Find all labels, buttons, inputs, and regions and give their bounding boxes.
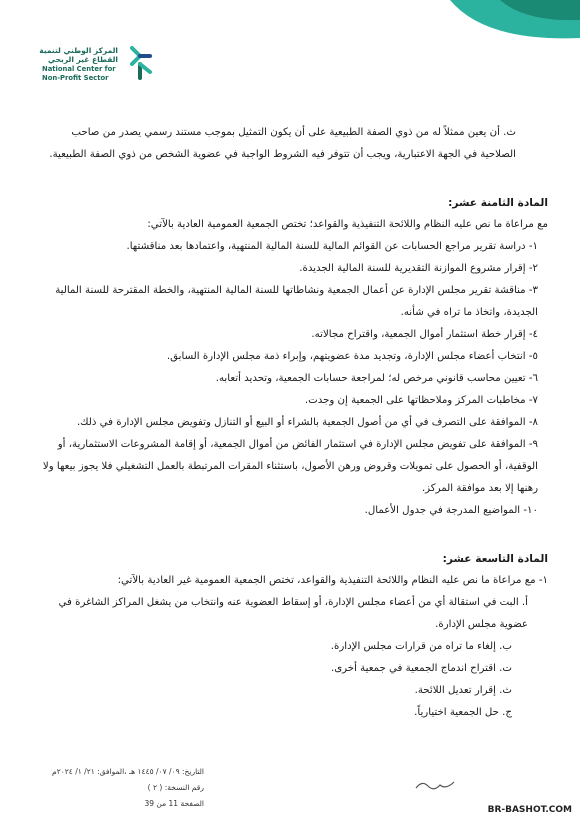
list-item: ١- دراسة تقرير مراجع الحسابات عن القوائم المالية للسنة المالية المنتهية، واعتمادها بعد مناقشتها.: [126, 241, 538, 252]
list-item: ٢- إقرار مشروع الموازنة التقديرية للسنة المالية الجديدة.: [299, 263, 538, 274]
logo-arabic-line1: المركز الوطني لتنمية: [39, 46, 118, 55]
document-body: [36, 122, 548, 724]
article-18-heading: المادة الثامنة عشر:: [448, 197, 548, 209]
list-item: ٩- الموافقة على تفويض مجلس الإدارة في استثمار الفائض من أموال الجمعية، أو إقامة المشروعات الاستثمارية، أو الوقفية، أو الحصول على تمويلات وقروض ورهن الأصول، باستثناء المقرات المرتبطة بالعمل التشغيلي فلا يجوز بيعها ولا رهنها إلا بعد موافقة المركز.: [42, 439, 538, 494]
list-item: ب. إلغاء ما تراه من قرارات مجلس الإدارة.: [330, 641, 512, 652]
list-item: ٣- مناقشة تقرير مجلس الإدارة عن أعمال الجمعية ونشاطاتها للسنة المالية المنتهية، والخطة المقترحة للسنة المالية الجديدة، واتخاذ ما تراه في شأنه.: [55, 285, 538, 318]
footer-date: التاريخ: ٠٩/ ٠٧/ ١٤٤٥ هـ ،الموافق: ٢١/ ١/ ٢٠٢٤م: [52, 767, 204, 776]
list-item: ٤- إقرار خطة استثمار أموال الجمعية، واقتراح مجالاته.: [311, 329, 538, 340]
document-footer: [44, 764, 204, 812]
signature-mark: [414, 776, 458, 794]
watermark: BR-BASHOT.COM: [487, 805, 572, 815]
list-item: ت. اقتراح اندماج الجمعية في جمعية أخرى.: [330, 663, 512, 674]
list-item: أ. البت في استقالة أي من أعضاء مجلس الإدارة، أو إسقاط العضوية عنه وانتخاب من يشغل المراكز الشاغرة في عضوية مجلس الإدارة.: [58, 597, 528, 630]
list-item: ث. إقرار تعديل اللائحة.: [414, 685, 512, 696]
logo-arabic-line2: القطاع غير الربحي: [48, 55, 118, 64]
list-item: ٥- انتخاب أعضاء مجلس الإدارة، وتجديد مدة عضويتهم، وإبراء ذمة مجلس الإدارة السابق.: [166, 351, 538, 362]
list-item: ١٠- المواضيع المدرجة في جدول الأعمال.: [364, 505, 538, 516]
logo-english-line2: Non-Profit Sector: [42, 74, 109, 82]
article-19-intro: ١- مع مراعاة ما نص عليه النظام واللائحة التنفيذية والقواعد، تختص الجمعية العمومية غير العادية بالآتي:: [117, 575, 548, 586]
list-item: ج. حل الجمعية اختيارياً.: [414, 707, 512, 718]
article-18-intro: مع مراعاة ما نص عليه النظام واللائحة التنفيذية والقواعد؛ تختص الجمعية العمومية العادية بالآتي:: [147, 219, 548, 230]
article-19-heading: المادة التاسعة عشر:: [442, 553, 548, 565]
ncnp-logo: [39, 44, 172, 88]
list-item: ٦- تعيين محاسب قانوني مرخص له؛ لمراجعة حسابات الجمعية، وتحديد أتعابه.: [215, 373, 538, 384]
corner-decoration: [430, 0, 580, 42]
footer-version: رقم النسخة: ( ٢ ): [147, 783, 204, 792]
footer-page-number: الصفحة 11 من 39: [144, 799, 204, 808]
list-item: ٨- الموافقة على التصرف في أي من أصول الجمعية بالشراء أو البيع أو التنازل وتفويض مجلس الإدارة في ذلك.: [76, 417, 538, 428]
logo-english-line1: National Center for: [42, 65, 116, 73]
intro-paragraph: ث. أن يعين ممثلاً له من ذوي الصفة الطبيعية على أن يكون التمثيل بموجب مستند رسمي يصدر من صاحب الصلاحية في الجهة الاعتبارية، ويجب أن تتوفر فيه الشروط الواجبة في عضوية الشخص من ذوي الصفة الطبيعية.: [49, 127, 516, 160]
logo-mark-icon: [126, 44, 156, 82]
list-item: ٧- مخاطبات المركز وملاحظاتها على الجمعية إن وجدت.: [304, 395, 538, 406]
